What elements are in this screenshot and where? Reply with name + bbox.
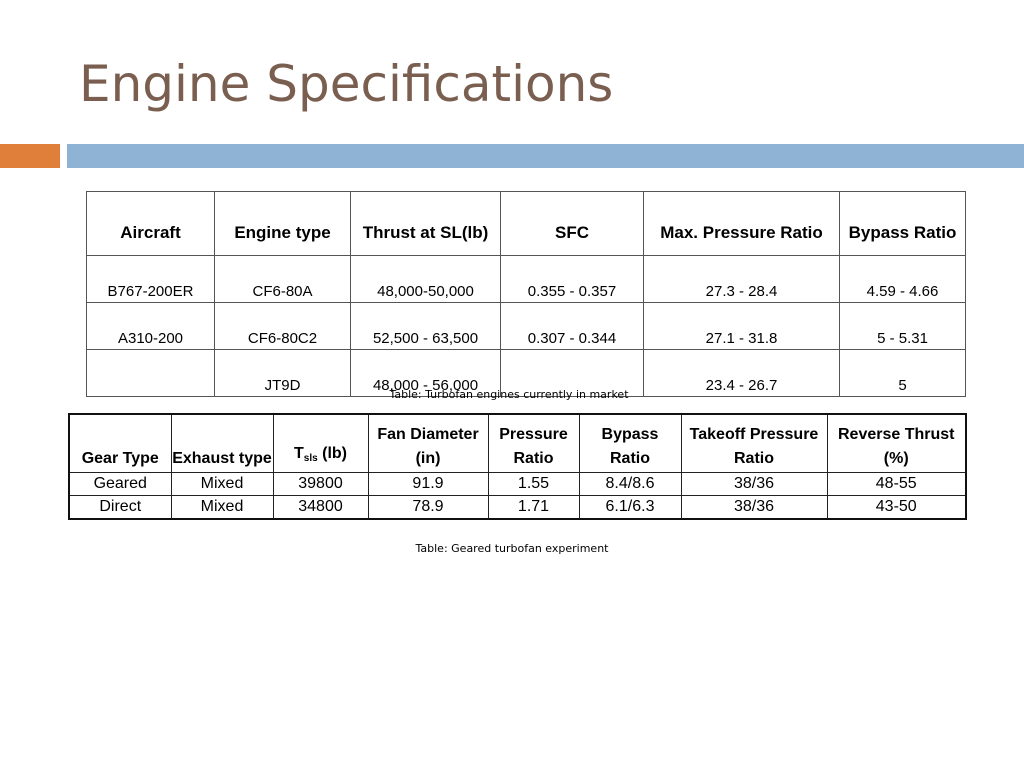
table-row — [69, 496, 966, 520]
tsls-symbol: T — [293, 445, 304, 462]
turbofan-engines-table — [86, 191, 966, 397]
table-cell: 23.4 - 26.7 — [644, 350, 840, 397]
table-row — [87, 303, 966, 350]
table-cell: 27.3 - 28.4 — [644, 256, 840, 303]
table-cell: 6.1/6.3 — [579, 496, 681, 520]
turbofan-table-caption: Table: Turbofan engines currently in market — [389, 388, 629, 401]
table-cell: Mixed — [171, 473, 273, 496]
table-cell: A310-200 — [87, 303, 215, 350]
table-cell: 38/36 — [681, 496, 827, 520]
geared-turbofan-table — [68, 413, 967, 520]
tsls-subscript: sls — [303, 453, 318, 464]
table-cell: 78.9 — [368, 496, 488, 520]
table-cell: 48-55 — [827, 473, 966, 496]
table-cell: Geared — [69, 473, 171, 496]
header-tsls — [273, 414, 368, 473]
tsls-unit: (lb) — [317, 445, 347, 462]
header-pressure-ratio: Pressure Ratio — [488, 414, 579, 473]
header-bypass-ratio: Bypass Ratio — [579, 414, 681, 473]
table-cell: CF6-80A — [215, 256, 351, 303]
header-takeoff-pressure-ratio: Takeoff Pressure Ratio — [681, 414, 827, 473]
table-cell: Mixed — [171, 496, 273, 520]
table-cell: 43-50 — [827, 496, 966, 520]
header-thrust-at-sl: Thrust at SL(lb) — [351, 192, 501, 256]
header-reverse-thrust: Reverse Thrust (%) — [827, 414, 966, 473]
table-cell: CF6-80C2 — [215, 303, 351, 350]
accent-bar — [0, 144, 60, 168]
table-cell: 52,500 - 63,500 — [351, 303, 501, 350]
title-underline-bar — [67, 144, 1024, 168]
table-cell: 5 - 5.31 — [840, 303, 966, 350]
page-title: Engine Specifications — [79, 55, 614, 113]
table-cell: 8.4/8.6 — [579, 473, 681, 496]
table-cell: 5 — [840, 350, 966, 397]
table-cell: B767-200ER — [87, 256, 215, 303]
table-cell: 38/36 — [681, 473, 827, 496]
header-engine-type: Engine type — [215, 192, 351, 256]
table-cell: 1.55 — [488, 473, 579, 496]
table-header-row — [87, 192, 966, 256]
header-fan-diameter: Fan Diameter (in) — [368, 414, 488, 473]
table-cell: 48,000-50,000 — [351, 256, 501, 303]
header-max-pressure-ratio: Max. Pressure Ratio — [644, 192, 840, 256]
table-cell: Direct — [69, 496, 171, 520]
header-sfc: SFC — [501, 192, 644, 256]
table-cell: JT9D — [215, 350, 351, 397]
header-aircraft: Aircraft — [87, 192, 215, 256]
header-exhaust-type: Exhaust type — [171, 414, 273, 473]
table-cell: 91.9 — [368, 473, 488, 496]
geared-table-caption: Table: Geared turbofan experiment — [415, 542, 609, 555]
table-cell: 4.59 - 4.66 — [840, 256, 966, 303]
table-cell: 0.307 - 0.344 — [501, 303, 644, 350]
table-cell: 27.1 - 31.8 — [644, 303, 840, 350]
table-cell: 34800 — [273, 496, 368, 520]
table-row — [69, 473, 966, 496]
table-cell: 0.355 - 0.357 — [501, 256, 644, 303]
header-gear-type: Gear Type — [69, 414, 171, 473]
header-bypass-ratio: Bypass Ratio — [840, 192, 966, 256]
table-header-row — [69, 414, 966, 473]
table-row — [87, 256, 966, 303]
table-cell: 48,000 - 56,000 — [351, 350, 501, 397]
table-cell: 39800 — [273, 473, 368, 496]
table-cell: 1.71 — [488, 496, 579, 520]
